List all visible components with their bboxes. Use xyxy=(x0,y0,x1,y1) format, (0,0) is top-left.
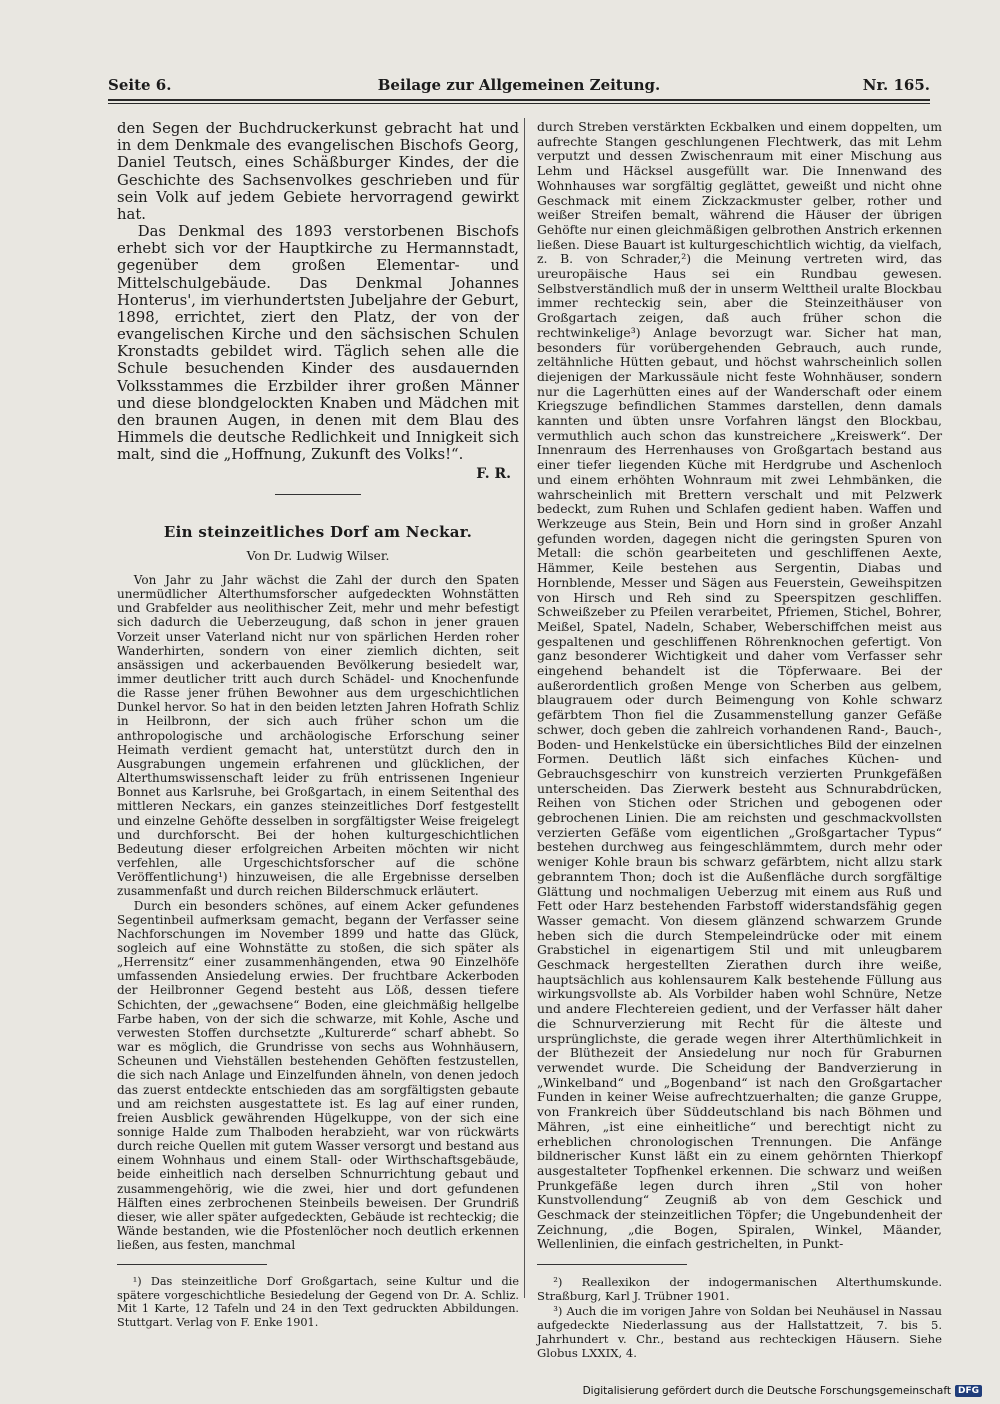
digitization-credit xyxy=(583,1385,982,1397)
footnote: ³) Auch die im vorigen Jahre von Soldan bei Neuhäusel in Nassau aufgedeckte Niederlassung aus der Hallstattzeit, 7. bis 5. Jahrhundert v. Chr., bestand aus rechteckigen Häusern. Siehe Globus LXXIX, 4. xyxy=(537,1303,942,1361)
body-paragraph: Durch ein besonders schönes, auf einem Acker gefundenes Segentinbeil aufmerksam gemacht, begann der Verfasser seine Nachforschungen im November 1899 und hatte das Glück, sogleich auf eine Wohnstätte zu stoßen, die sich später als „Herrensitz“ einer zusammenhängenden, etwa 90 Einzelhöfe umfassenden Ansiedelung erwies. Der fruchtbare Ackerboden der Heilbronner Gegend besteht aus Löß, dessen tiefere Schichten, der „gewachsene“ Boden, eine gleichmäßig hellgelbe Farbe haben, von der sich die schwarze, mit Kohle, Asche und verwesten Stoffen durchsetzte „Kulturerde“ scharf abhebt. So war es möglich, die Grundrisse von sechs aus Wohnhäusern, Scheunen und Viehställen bestehenden Gehöften festzustellen, die sich nach Anlage und Einzelfunden ähneln, von denen jedoch das zuerst entdeckte entschieden das am sorgfältigsten gebaute und am reichsten ausgestattete ist. Es lag auf einer runden, freien Ausblick gewährenden Hügelkuppe, von der sich eine sonnige Halde zum Thalboden herabzieht, war von rückwärts durch reiche Quellen mit gutem Wasser versorgt und bestand aus einem Wohnhaus und einem Stall- oder Wirthschaftsgebäude, beide einheitlich nach derselben Schnurrichtung gebaut und zusammengehörig, wie die zwei, hier und dort gefundenen Hälften eines zerbrochenen Steinbeils beweisen. Der Grundriß dieser, wie aller später aufgedeckten, Gebäude ist rechteckig; die Wände bestanden, wie die Pfostenlöcher noch deutlich erkennen ließen, aus festen, manchmal xyxy=(117,898,519,1253)
page-header xyxy=(108,76,930,98)
footnote: ²) Reallexikon der indogermanischen Alterthumskunde. Straßburg, Karl J. Trübner 1901. xyxy=(537,1275,942,1304)
column-divider xyxy=(524,118,525,1298)
body-paragraph: Von Jahr zu Jahr wächst die Zahl der durch den Spaten unermüdlicher Alterthumsforscher aufgedeckten Wohnstätten und Grabfelder aus neolithischer Zeit, mehr und mehr befestigt sich dadurch die Ueberzeugung, daß schon in jener grauen Vorzeit unser Vaterland nicht nur von spärlichen Herden roher Wanderhirten, sondern von einer ziemlich dichten, seit ansässigen und ackerbauenden Bevölkerung besiedelt war, immer deutlicher tritt auch durch Schädel- und Knochenfunde die Rasse jener frühen Bewohner aus dem urgeschichtlichen Dunkel hervor. So hat in den beiden letzten Jahren Hofrath Schliz in Heilbronn, der sich auch früher schon um die anthropologische und archäologische Erforschung seiner Heimath verdient gemacht hat, unterstützt durch den in Ausgrabungen ungemein erfahrenen und glücklichen, der Alterthumswissenschaft leider zu früh entrissenen Ingenieur Bonnet aus Karlsruhe, bei Großgartach, in einem Seitenthal des mittleren Neckars, ein ganzes steinzeitliches Dorf festgestellt und einzelne Gehöfte desselben in sorgfältigster Weise freigelegt und durchforscht. Bei der hohen kulturgeschichtlichen Bedeutung dieser erfolgreichen Arbeiten möchten wir nicht verfehlen, alle Urgeschichtsforscher auf die schöne Veröffentlichung¹) hinzuweisen, die alle Ergebnisse derselben zusammenfaßt und durch reichen Bilderschmuck erläutert. xyxy=(117,572,519,899)
footnote: ¹) Das steinzeitliche Dorf Großgartach, seine Kultur und die spätere vorgeschichtliche Besiedelung der Gegend von Dr. A. Schliz. Mit 1 Karte, 12 Tafeln und 24 in den Text gedruckten Abbildungen. Stuttgart. Verlag von F. Enke 1901. xyxy=(117,1275,519,1329)
credit-text: Digitalisierung gefördert durch die Deutsche Forschungsgemeinschaft xyxy=(582,1385,951,1397)
dfg-logo[interactable]: DFG xyxy=(955,1385,982,1397)
lead-paragraph: den Segen der Buchdruckerkunst gebracht hat und in dem Denkmale des evangelischen Bischofs Georg, Daniel Teutsch, eines Schäßburger Kindes, der die Geschichte des Sachsenvolkes geschrieben und für sein Volk auf jedem Gebiete hervorragend gewirkt hat. xyxy=(117,120,519,223)
right-column xyxy=(537,120,942,1360)
footnote-rule xyxy=(117,1264,267,1265)
signature: F. R. xyxy=(476,466,511,483)
header-rule xyxy=(108,99,930,101)
publication-title: Beilage zur Allgemeinen Zeitung. xyxy=(377,76,661,94)
left-column xyxy=(117,120,519,1329)
article-title: Ein steinzeitliches Dorf am Neckar. xyxy=(163,522,473,541)
page-number: Seite 6. xyxy=(108,76,172,94)
footnote-rule xyxy=(537,1264,687,1265)
article-byline: Von Dr. Ludwig Wilser. xyxy=(246,547,390,563)
section-rule xyxy=(275,494,361,495)
body-paragraph: durch Streben verstärkten Eckbalken und einem doppelten, um aufrechte Stangen geschlungenen Flechtwerk, das mit Lehm verputzt und dessen Zwischenraum mit einer Mischung aus Lehm und Häcksel ausgefüllt war. Die Innenwand des Wohnhauses war sorgfältig geglättet, geweißt und nicht ohne Geschmack mit einem Zickzackmuster gelber, rother und weißer Streifen bemalt, während die Häuser der übrigen Gehöfte nur einen gleichmäßigen gelbrothen Anstrich erkennen ließen. Diese Bauart ist kulturgeschichtlich wichtig, da vielfach, z. B. von Schrader,²) die Meinung vertreten wird, das ureuropäische Haus sei ein Rundbau gewesen. Selbstverständlich muß der in unserm Welttheil uralte Blockbau immer rechteckig sein, aber die Steinzeithäuser von Großgartach zeigen, daß auch früher schon die rechtwinkelige³) Anlage bevorzugt war. Sicher hat man, besonders für vorübergehenden Gebrauch, auch runde, zeltähnliche Hütten gebaut, und höchst wahrscheinlich sollen diejenigen der Markussäule nicht feste Wohnhäuser, sondern nur die Lagerhütten eines auf der Wanderschaft oder einem Kriegszuge befindlichen Stammes darstellen, denn damals kannten und übten unsre Vorfahren längst den Blockbau, vermuthlich auch schon das kunstreichere „Kreiswerk“. Der Innenraum des Herrenhauses von Großgartach bestand aus einer tiefer liegenden Küche mit Herdgrube und Aschenloch und einem erhöhten Wohnraum mit zwei Lehmbänken, die wahrscheinlich mit Brettern verschalt und mit Pelzwerk bedeckt, zum Ruhen und Schlafen gedient haben. Waffen und Werkzeuge aus Stein, Bein und Horn sind in großer Anzahl gefunden worden, dagegen nicht die geringsten Spuren von Metall: die schön gearbeiteten und geschliffenen Aexte, Hämmer, Keile bestehen aus Sergentin, Diabas und Hornblende, Messer und Sägen aus Feuerstein, Geweihspitzen von Hirsch und Reh sind zu Speerspitzen geschliffen. Schweißzeber zu Pfeilen verarbeitet, Pfriemen, Stichel, Bohrer, Meißel, Spatel, Nadeln, Schaber, Weberschiffchen meist aus gespaltenen und geschliffenen Röhrenknochen gefertigt. Von ganz besonderer Wichtigkeit und daher vom Verfasser sehr eingehend behandelt ist die Töpferwaare. Bei der außerordentlich großen Menge von Scherben aus gelbem, blaugrauem oder durch Beimengung von Kohle schwarz gefärbtem Thon fiel die Zusammenstellung ganzer Gefäße schwer, doch geben die zahlreich vorhandenen Rand-, Bauch-, Boden- und Henkelstücke ein übersichtliches Bild der einzelnen Formen. Deutlich läßt sich einfaches Küchen- und Gebrauchsgeschirr von kunstreich verzierten Prunkgefäßen unterscheiden. Das Zierwerk besteht aus Schnurabdrücken, Reihen von Stichen oder Strichen und gebogenen oder gebrochenen Linien. Die am reichsten und geschmackvollsten verzierten Gefäße vom eigentlichen „Großgartacher Typus“ bestehen durchweg aus feingeschlämmtem, durch mehr oder weniger Kohle braun bis schwarz gefärbtem, nicht allzu stark gebranntem Thon; doch ist die Außenfläche durch sorgfältige Glättung und nochmaligen Ueberzug mit einem aus Ruß und Fett oder Harz bestehenden Farbstoff widerstandsfähig gegen Wasser gemacht. Von diesem glänzend schwarzem Grunde heben sich die durch Stempeleindrücke oder mit einem Grabstichel in eigenartigem Stil und mit unleugbarem Geschmack hergestellten Zierathen durch ihre weiße, hauptsächlich aus kohlensaurem Kalk bestehende Füllung aus wirkungsvollste ab. Als Vorbilder haben wohl Schnüre, Netze und andere Flechtereien gedient, und der Verfasser hält daher die Schnurverzierung mit Recht für die älteste und ursprünglichste, die gerade wegen ihrer Alterthümlichkeit in der Blüthezeit der Ansiedelung nur noch für Graburnen verwendet wurde. Die Scheidung der Bandverzierung in „Winkelband“ und „Bogenband“ ist nach den Großgartacher Funden in keiner Weise aufrechtzuerhalten; die ganze Gruppe, von Frankreich über Süddeutschland bis nach Böhmen und Mähren, „ist eine einheitliche“ und berechtigt nicht zu erheblichen chronologischen Trennungen. Die Anfänge bildnerischer Kunst läßt ein zu einem gehörnten Thierkopf ausgestalteter Topfhenkel erkennen. Die schwarz und weißen Prunkgefäße legen durch ihren „Stil von hoher Kunstvollendung“ Zeugniß ab von dem Geschick und Geschmack der steinzeitlichen Töpfer; die Ungebundenheit der Zeichnung, „die Bogen, Spiralen, Winkel, Mäander, Wellenlinien, die einfach gestrichelten, in Punkt- xyxy=(537,119,942,1252)
issue-number: Nr. 165. xyxy=(862,76,930,94)
header-rule-thin xyxy=(108,103,930,104)
lead-paragraph: Das Denkmal des 1893 verstorbenen Bischofs erhebt sich vor der Hauptkirche zu Hermannstadt, gegenüber dem großen Elementar- und Mittelschulgebäude. Das Denkmal Johannes Honterus', im vierhundertsten Jubeljahre der Geburt, 1898, errichtet, ziert den Platz, der von der evangelischen Kirche und den sächsischen Schulen Kronstadts gebildet wird. Täglich sehen alle die Schule besuchenden Kinder des ausdauernden Volksstammes die Erzbilder ihrer großen Männer und diese blondgelockten Knaben und Mädchen mit den braunen Augen, in denen mit dem Blau des Himmels die deutsche Redlichkeit und Innigkeit sich malt, sind die „Hoffnung, Zukunft des Volks!“. xyxy=(117,223,519,464)
